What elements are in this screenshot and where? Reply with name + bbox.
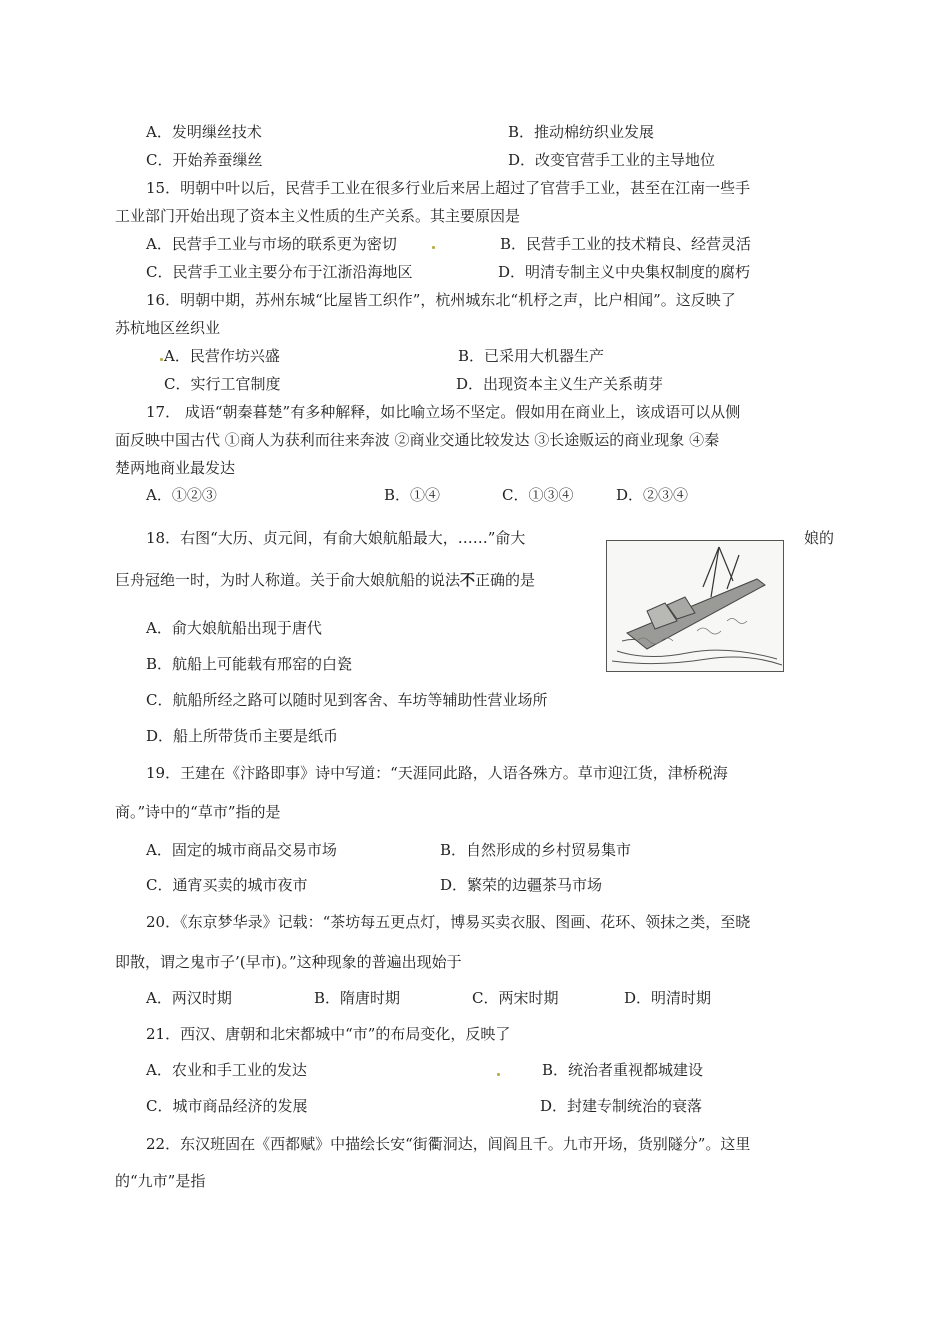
q20-stem-line-2: 即散，谓之鬼市子’(早市)。”这种现象的普遍出现始于 — [115, 953, 462, 971]
ship-drawing-icon — [607, 541, 783, 671]
q15-option-b: B．民营手工业的技术精良、经营灵活 — [500, 235, 752, 253]
q17-stem-line-1: 17． 成语“朝秦暮楚”有多种解释，如比喻立场不坚定。假如用在商业上，该成语可以从侧 — [146, 403, 741, 421]
scan-speck — [160, 358, 163, 361]
q17-stem-line-3: 楚两地商业最发达 — [115, 459, 236, 477]
q22-stem-line-1: 22．东汉班固在《西都赋》中描绘长安“街衢洞达，闾阎且千。九市开场，货别隧分”。这里 — [146, 1135, 751, 1153]
q16-option-d: D．出现资本主义生产关系萌芽 — [456, 375, 664, 393]
q16-stem-line-1: 16．明朝中期，苏州东城“比屋皆工织作”，杭州城东北“机杼之声，比户相闻”。这反映了 — [146, 291, 736, 309]
q19-option-b: B．自然形成的乡村贸易集市 — [440, 841, 632, 859]
scan-speck — [497, 1073, 500, 1076]
q18-stem-line-1: 18．右图“大历、贞元间，有俞大娘航船最大，……”俞大 — [146, 529, 526, 547]
scan-speck — [432, 246, 435, 249]
q21-option-b: B．统治者重视都城建设 — [542, 1061, 704, 1079]
q14-option-d: D．改变官营手工业的主导地位 — [508, 151, 716, 169]
q14-option-b: B．推动棉纺织业发展 — [508, 123, 655, 141]
emphasis-not: 不 — [460, 571, 476, 589]
q16-option-c: C．实行工官制度 — [164, 375, 281, 393]
q18-stem-line-1-tail: 娘的 — [804, 529, 835, 547]
q19-option-a: A．固定的城市商品交易市场 — [146, 841, 337, 859]
q17-option-a: A．①②③ — [146, 486, 217, 504]
q20-stem-line-1: 20．《东京梦华录》记载：“茶坊每五更点灯，博易买卖衣服、图画、花环、领抹之类，至晓 — [146, 913, 751, 931]
q19-option-d: D．繁荣的边疆茶马市场 — [440, 876, 603, 894]
q20-option-c: C．两宋时期 — [472, 989, 559, 1007]
q15-stem-line-1: 15．明朝中叶以后，民营手工业在很多行业后来居上超过了官营手工业，甚至在江南一些手 — [146, 179, 751, 197]
q22-stem-line-2: 的“九市”是指 — [115, 1172, 206, 1190]
q16-option-a: A．民营作坊兴盛 — [164, 347, 280, 365]
q15-option-d: D．明清专制主义中央集权制度的腐朽 — [498, 263, 751, 281]
q14-option-a: A．发明缫丝技术 — [146, 123, 262, 141]
q20-option-a: A．两汉时期 — [146, 989, 232, 1007]
q18-option-a: A．俞大娘航船出现于唐代 — [146, 619, 322, 637]
sailing-ship-illustration — [606, 540, 784, 672]
q15-stem-line-2: 工业部门开始出现了资本主义性质的生产关系。其主要原因是 — [115, 207, 521, 225]
q17-option-c: C．①③④ — [502, 486, 574, 504]
q21-stem-line-1: 21．西汉、唐朝和北宋都城中“市”的布局变化，反映了 — [146, 1025, 511, 1043]
q18-stem-line-2: 巨舟冠绝一时，为时人称道。关于俞大娘航船的说法不正确的是 — [115, 571, 536, 589]
q14-option-c: C．开始养蚕缫丝 — [146, 151, 263, 169]
q17-option-b: B．①④ — [384, 486, 441, 504]
q19-stem-line-2: 商。”诗中的“草市”指的是 — [115, 803, 281, 821]
q17-option-d: D．②③④ — [616, 486, 689, 504]
q19-stem-line-1: 19．王建在《汴路即事》诗中写道：“天涯同此路，人语各殊方。草市迎江货，津桥税海 — [146, 764, 728, 782]
q21-option-a: A．农业和手工业的发达 — [146, 1061, 307, 1079]
q15-option-c: C．民营手工业主要分布于江浙沿海地区 — [146, 263, 413, 281]
q19-option-c: C．通宵买卖的城市夜市 — [146, 876, 308, 894]
q20-option-d: D．明清时期 — [624, 989, 712, 1007]
q16-option-b: B．已采用大机器生产 — [458, 347, 605, 365]
q15-option-a: A．民营手工业与市场的联系更为密切 — [146, 235, 397, 253]
q18-option-d: D．船上所带货币主要是纸币 — [146, 727, 339, 745]
q18-option-c: C．航船所经之路可以随时见到客舍、车坊等辅助性营业场所 — [146, 691, 548, 709]
q20-option-b: B．隋唐时期 — [314, 989, 401, 1007]
q18-option-b: B．航船上可能载有邢窑的白瓷 — [146, 655, 353, 673]
q16-stem-line-2: 苏杭地区丝织业 — [115, 319, 221, 337]
q21-option-c: C．城市商品经济的发展 — [146, 1097, 308, 1115]
q17-stem-line-2: 面反映中国古代 ①商人为获利而往来奔波 ②商业交通比较发达 ③长途贩运的商业现象 ④秦 — [115, 431, 720, 449]
q21-option-d: D．封建专制统治的衰落 — [540, 1097, 703, 1115]
